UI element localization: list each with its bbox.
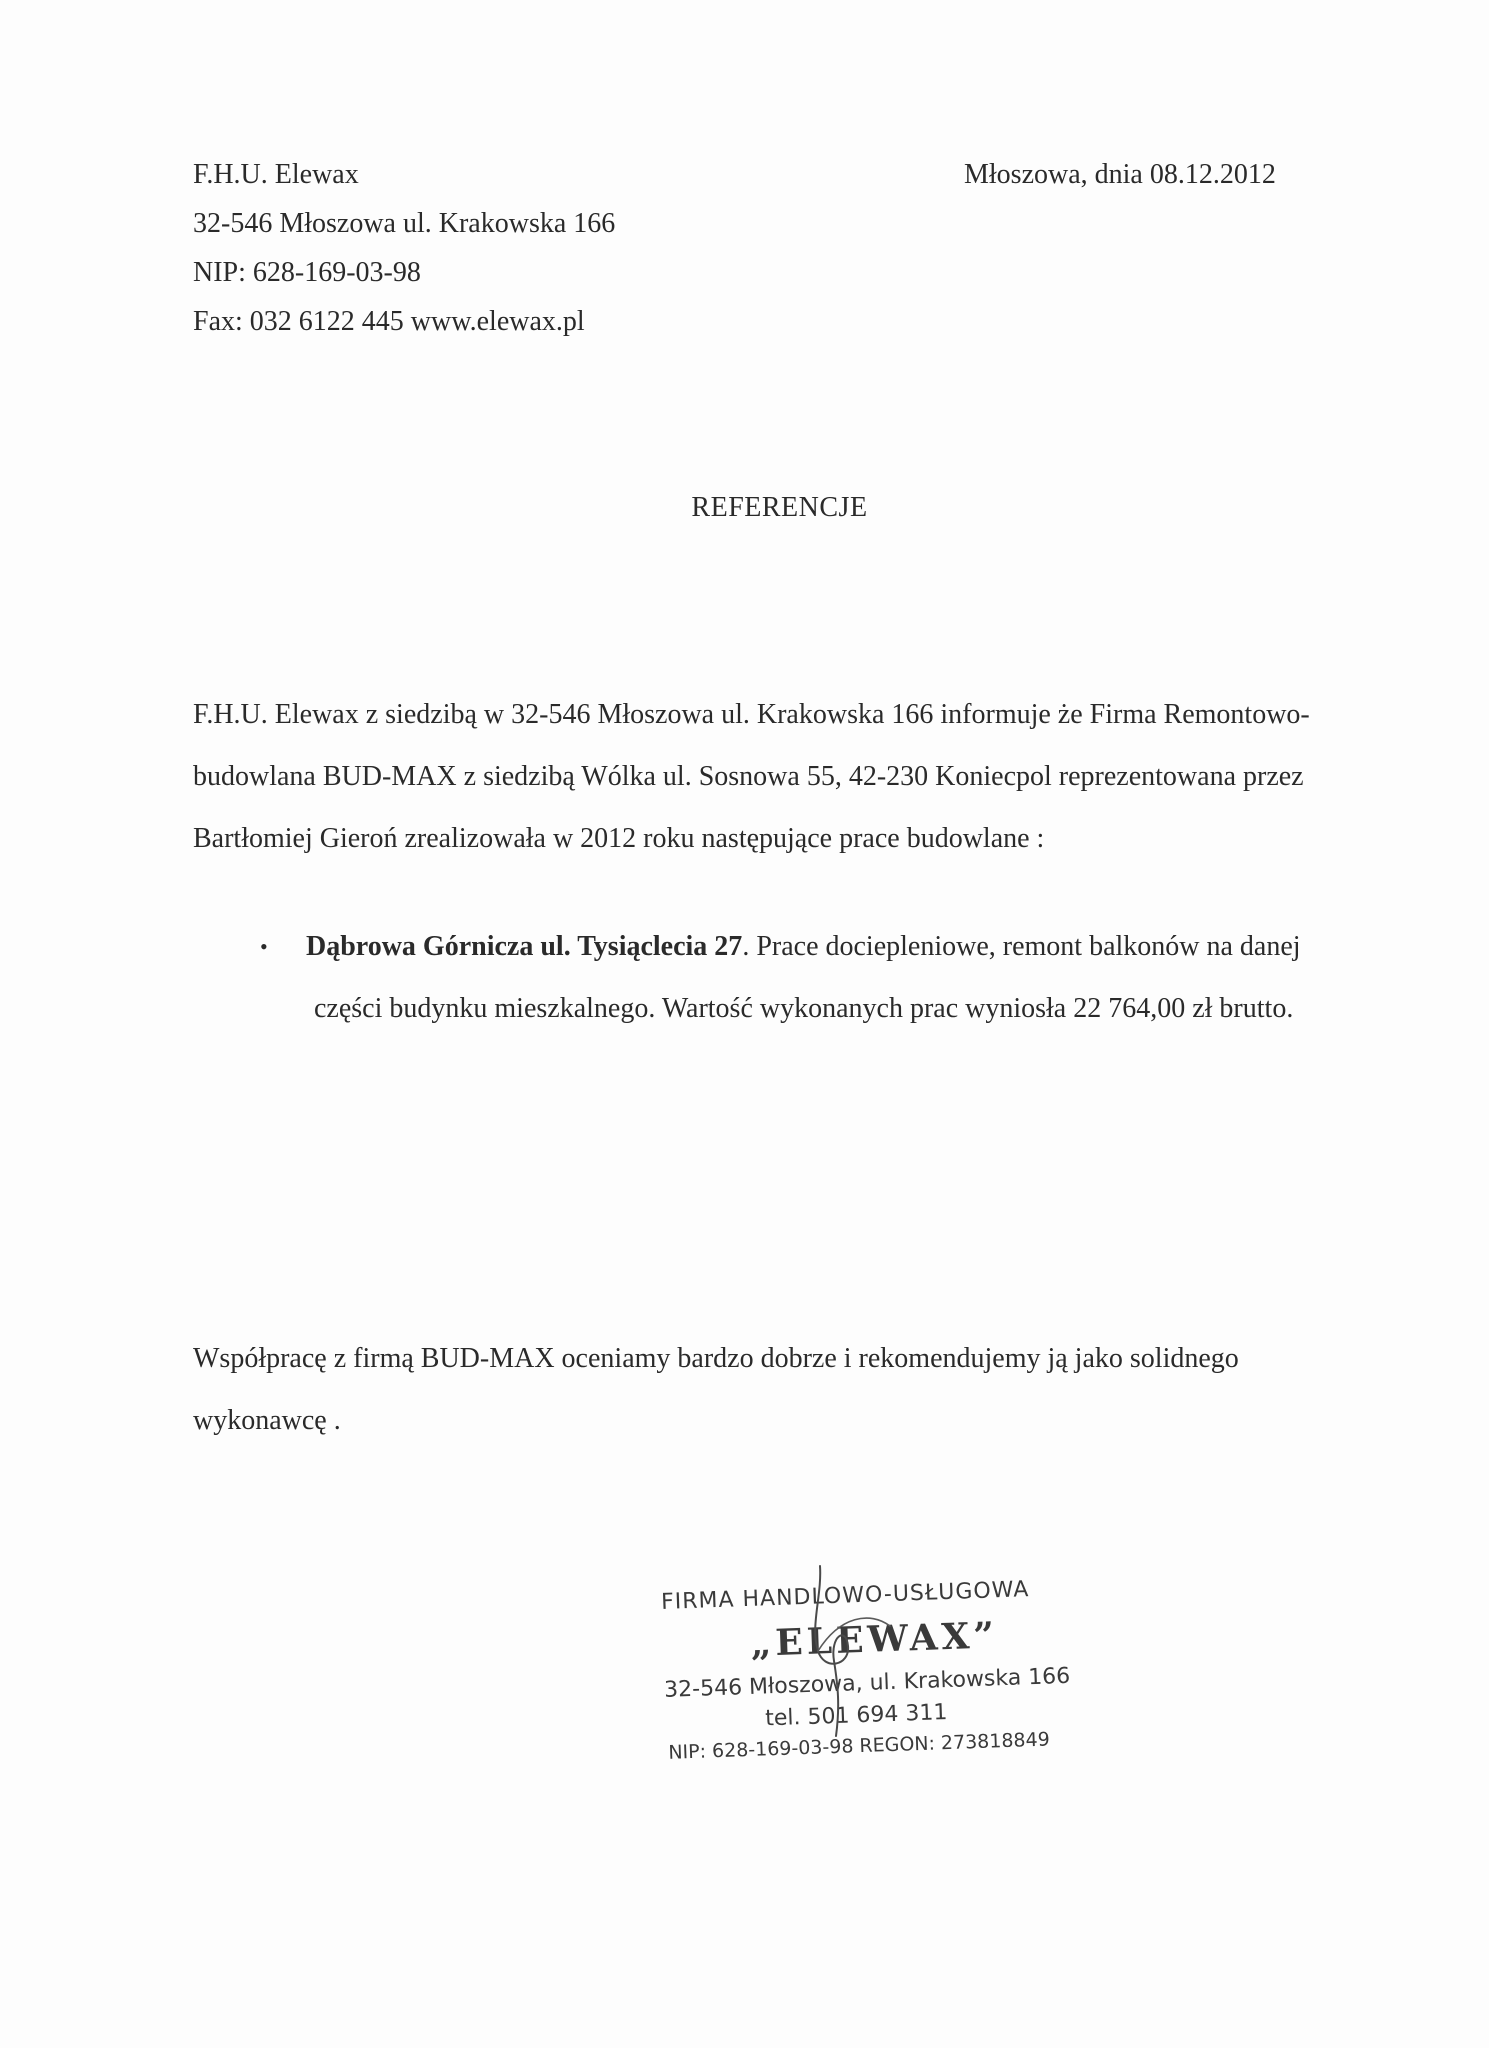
date-line: Młoszowa, dnia 08.12.2012 <box>964 159 1276 190</box>
sender-address: 32-546 Młoszowa ul. Krakowska 166 <box>193 208 616 239</box>
intro-line: F.H.U. Elewax z siedzibą w 32-546 Młoszowa ul. Krakowska 166 informuje że Firma Remontowo- <box>193 699 1310 730</box>
closing-line: wykonawcę . <box>193 1405 341 1436</box>
sender-block <box>193 150 615 346</box>
stamp-ids: NIP: 628-169-03-98 REGON: 273818849 <box>668 1728 1051 1764</box>
work-continuation: części budynku mieszkalnego. Wartość wykonanych prac wyniosła 22 764,00 zł brutto. <box>314 993 1294 1024</box>
list-item <box>258 916 1358 1040</box>
closing-line: Współpracę z firmą BUD-MAX oceniamy bardzo dobrze i rekomendujemy ją jako solidnego <box>193 1343 1239 1374</box>
stamp-address: 32-546 Młoszowa, ul. Krakowska 166 <box>663 1663 1071 1703</box>
document-title: REFERENCJE <box>691 492 868 523</box>
stamp-firm-type: FIRMA HANDLOWO-USŁUGOWA <box>660 1577 1030 1615</box>
sender-company: F.H.U. Elewax <box>193 159 359 190</box>
work-description: . Prace dociepleniowe, remont balkonów na danej <box>742 931 1301 962</box>
intro-line: budowlana BUD-MAX z siedzibą Wólka ul. Sosnowa 55, 42-230 Koniecpol reprezentowana przez <box>193 761 1304 792</box>
intro-line: Bartłomiej Gieroń zrealizowała w 2012 roku następujące prace budowlane : <box>193 823 1045 854</box>
handwritten-signature <box>790 1556 910 1756</box>
sender-nip: NIP: 628-169-03-98 <box>193 257 421 288</box>
sender-fax: Fax: 032 6122 445 www.elewax.pl <box>193 306 585 337</box>
intro-paragraph <box>193 684 1368 870</box>
stamp-phone: tel. 501 694 311 <box>764 1700 948 1732</box>
closing-paragraph <box>193 1328 1368 1452</box>
work-first-line <box>306 916 1358 978</box>
stamp-name: „ELEWAX” <box>749 1614 999 1665</box>
bullet-icon: • <box>260 934 268 959</box>
work-location: Dąbrowa Górnicza ul. Tysiąclecia 27 <box>306 931 743 962</box>
works-list <box>258 916 1358 1040</box>
